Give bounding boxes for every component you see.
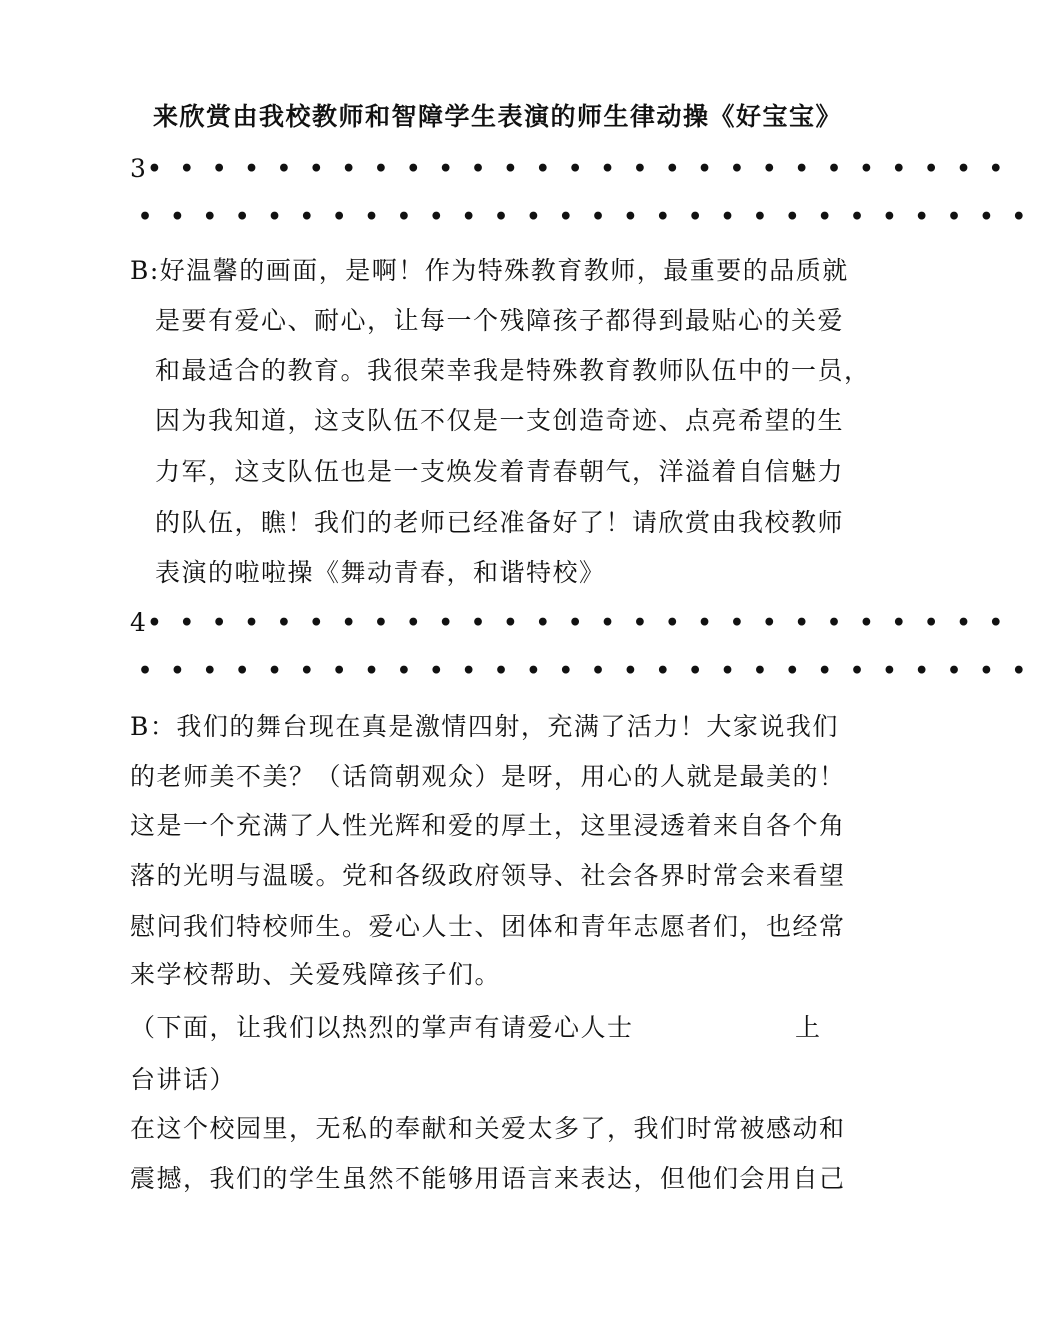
paragraph-line: 落的光明与温暖。党和各级政府领导、社会各界时常会来看望	[130, 861, 846, 890]
separator-3	[130, 153, 1022, 185]
separator-4	[130, 607, 1022, 639]
paragraph-line: 来学校帮助、关爱残障孩子们。	[130, 960, 502, 989]
paragraph-line: 力军，这支队伍也是一支焕发着青春朝气，洋溢着自信魅力	[155, 457, 845, 486]
dot-leader: ••••••••••••••••••••••••••••	[138, 204, 1044, 230]
paragraph-line: 因为我知道，这支队伍不仅是一支创造奇迹、点亮希望的生	[155, 406, 845, 435]
paragraph-line: 慰问我们特校师生。爱心人士、团体和青年志愿者们，也经常	[130, 912, 846, 941]
paragraph-line: B：我们的舞台现在真是激情四射，充满了活力！大家说我们	[130, 712, 839, 741]
dot-leader: •••••••••••••••••••••••••••	[147, 156, 1022, 182]
paragraph-line: 震撼，我们的学生虽然不能够用语言来表达，但他们会用自己	[130, 1164, 846, 1193]
paragraph-line: 这是一个充满了人性光辉和爱的厚土，这里浸透着来自各个角	[130, 811, 846, 840]
paragraph-line: 在这个校园里，无私的奉献和关爱太多了，我们时常被感动和	[130, 1114, 846, 1143]
paragraph-line: 和最适合的教育。我很荣幸我是特殊教育教师队伍中的一员，	[155, 356, 871, 385]
stage-direction-right: 上	[795, 1013, 822, 1042]
stage-direction-line	[130, 1012, 830, 1044]
paragraph-line: 的队伍，瞧！我们的老师已经准备好了！请欣赏由我校教师	[155, 508, 845, 537]
paragraph-line: 是要有爱心、耐心，让每一个残障孩子都得到最贴心的关爱	[155, 306, 845, 335]
section-number: 3	[130, 154, 148, 183]
paragraph-line: B:好温馨的画面，是啊！作为特殊教育教师，最重要的品质就	[130, 256, 849, 285]
dot-leader: •••••••••••••••••••••••••••	[147, 610, 1022, 636]
separator-3-cont	[130, 201, 1044, 233]
paragraph-line: 的老师美不美？（话筒朝观众）是呀，用心的人就是最美的！	[130, 762, 846, 791]
heading-line: 来欣赏由我校教师和智障学生表演的师生律动操《好宝宝》	[153, 102, 843, 131]
dot-leader: ••••••••••••••••••••••••••••	[138, 658, 1044, 684]
paragraph-line: 表演的啦啦操《舞动青春，和谐特校》	[155, 558, 606, 587]
stage-direction-text: （下面，让我们以热烈的掌声有请爱心人士	[130, 1013, 634, 1042]
stage-direction-cont: 台讲话）	[130, 1065, 237, 1094]
section-number: 4	[130, 608, 148, 637]
separator-4-cont	[130, 655, 1044, 687]
